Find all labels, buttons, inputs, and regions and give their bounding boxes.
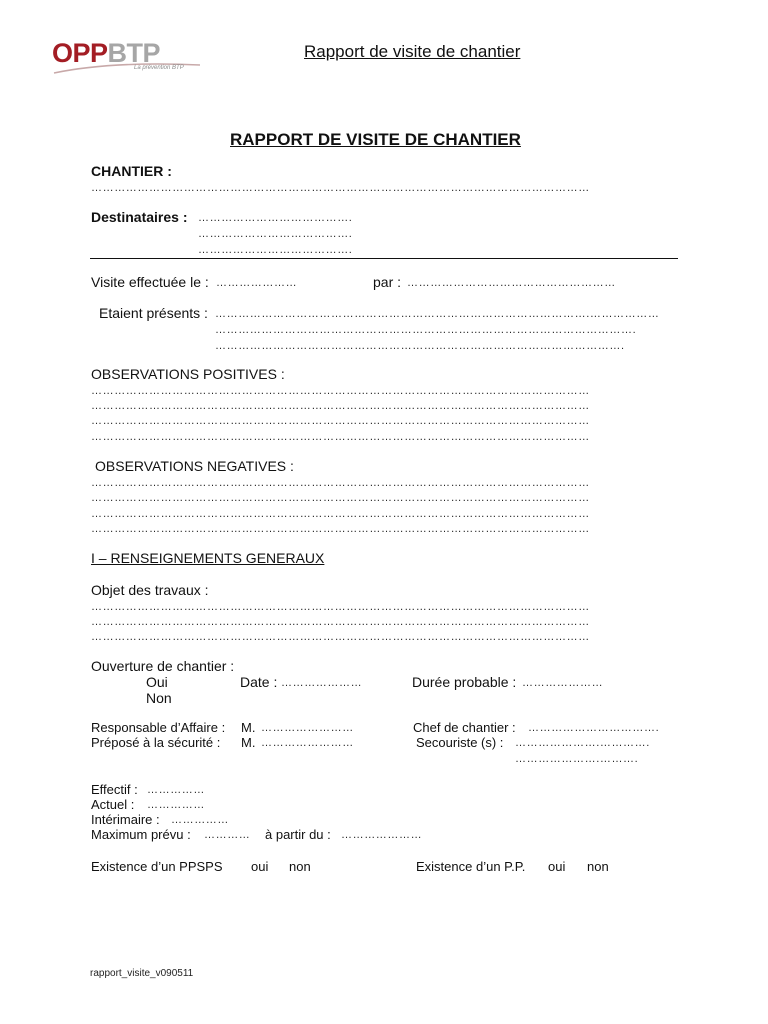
par-field[interactable]: ……………………………………………… bbox=[407, 277, 616, 289]
par-label: par : bbox=[373, 274, 402, 290]
interimaire-field[interactable]: …………… bbox=[171, 814, 229, 826]
ppsps-label: Existence d’un PPSPS bbox=[91, 859, 223, 874]
interimaire-label: Intérimaire : bbox=[91, 812, 160, 827]
presents-field-1[interactable]: …………………………………………………………………………………….……………… bbox=[215, 308, 660, 320]
obs-pos-label: OBSERVATIONS POSITIVES : bbox=[91, 366, 285, 382]
secouriste-field-2[interactable]: ………………….………. bbox=[515, 753, 639, 765]
destinataires-field-2[interactable]: …………………………………. bbox=[198, 228, 353, 240]
presents-field-3[interactable]: ……………………………………………………………………………………………. bbox=[215, 340, 625, 352]
apartir-field[interactable]: ………………… bbox=[341, 829, 423, 841]
objet-label: Objet des travaux : bbox=[91, 582, 209, 598]
objet-field-2[interactable]: ………………………………………………………………………………………………………………… bbox=[91, 616, 590, 628]
visite-label: Visite effectuée le : bbox=[91, 274, 209, 290]
chantier-field[interactable]: ………………………………………………………………………………………………………………… bbox=[91, 182, 590, 194]
effectif-label: Effectif : bbox=[91, 782, 138, 797]
duree-label: Durée probable : bbox=[412, 674, 517, 690]
pp-oui[interactable]: oui bbox=[548, 859, 566, 874]
objet-field-3[interactable]: ………………………………………………………………………………………………………………… bbox=[91, 631, 590, 643]
logo-wordmark: OPPBTP bbox=[52, 38, 161, 68]
ouverture-non[interactable]: Non bbox=[146, 690, 172, 706]
obs-pos-field-2[interactable]: ………………………………………………………………………………………………………………… bbox=[91, 400, 590, 412]
presents-field-2[interactable]: ………………………………………………………………………………………………. bbox=[215, 324, 637, 336]
chef-label: Chef de chantier : bbox=[413, 720, 516, 735]
actuel-field[interactable]: …………… bbox=[147, 799, 205, 811]
chantier-label: CHANTIER : bbox=[91, 163, 172, 179]
responsable-field[interactable]: …………………… bbox=[261, 722, 354, 734]
obs-neg-field-4[interactable]: ………………………………………………………………………………………………………………… bbox=[91, 523, 590, 535]
section-renseignements-title: I – RENSEIGNEMENTS GENERAUX bbox=[91, 550, 325, 566]
destinataires-field-1[interactable]: …………………………………. bbox=[198, 212, 353, 224]
prepose-label: Préposé à la sécurité : bbox=[91, 735, 221, 750]
maximum-field[interactable]: ………… bbox=[204, 829, 251, 841]
obs-neg-field-1[interactable]: ………………………………………………………………………………………………………………… bbox=[91, 477, 590, 489]
oppbtp-logo bbox=[52, 38, 202, 78]
destinataires-field-3[interactable]: …………………………………. bbox=[198, 244, 353, 256]
responsable-label: Responsable d’Affaire : bbox=[91, 720, 226, 735]
effectif-field[interactable]: …………… bbox=[147, 784, 205, 796]
document-title: RAPPORT DE VISITE DE CHANTIER bbox=[230, 130, 521, 149]
chef-field[interactable]: ……………………………. bbox=[528, 722, 660, 734]
ouverture-date-field[interactable]: ………………… bbox=[281, 677, 363, 689]
visite-date-field[interactable]: ………………… bbox=[216, 277, 298, 289]
obs-pos-field-1[interactable]: ………………………………………………………………………………………………………………… bbox=[91, 385, 590, 397]
secouriste-field-1[interactable]: ………………….…………. bbox=[515, 737, 650, 749]
footer-reference: rapport_visite_v090511 bbox=[90, 968, 194, 979]
prepose-field[interactable]: …………………… bbox=[261, 737, 354, 749]
logo-tagline: La prévention BTP bbox=[134, 65, 184, 71]
obs-neg-field-3[interactable]: ………………………………………………………………………………………………………………… bbox=[91, 508, 590, 520]
pp-label: Existence d’un P.P. bbox=[416, 859, 526, 874]
responsable-prefix: M. bbox=[241, 720, 256, 735]
pp-non[interactable]: non bbox=[587, 859, 609, 874]
maximum-label: Maximum prévu : bbox=[91, 827, 191, 842]
ppsps-oui[interactable]: oui bbox=[251, 859, 269, 874]
prepose-prefix: M. bbox=[241, 735, 256, 750]
header-title: Rapport de visite de chantier bbox=[304, 42, 521, 61]
ouverture-date-label: Date : bbox=[240, 674, 278, 690]
secouriste-label: Secouriste (s) : bbox=[416, 735, 504, 750]
obs-neg-label: OBSERVATIONS NEGATIVES : bbox=[95, 458, 294, 474]
actuel-label: Actuel : bbox=[91, 797, 135, 812]
ouverture-oui[interactable]: Oui bbox=[146, 674, 168, 690]
apartir-label: à partir du : bbox=[265, 827, 331, 842]
duree-field[interactable]: ………………… bbox=[522, 677, 604, 689]
objet-field-1[interactable]: ………………………………………………………………………………………………………………… bbox=[91, 601, 590, 613]
obs-pos-field-4[interactable]: ………………………………………………………………………………………………………………… bbox=[91, 431, 590, 443]
destinataires-label: Destinataires : bbox=[91, 209, 188, 225]
presents-label: Etaient présents : bbox=[99, 305, 208, 321]
obs-pos-field-3[interactable]: ………………………………………………………………………………………………………………… bbox=[91, 415, 590, 427]
ppsps-non[interactable]: non bbox=[289, 859, 311, 874]
separator-line bbox=[90, 258, 678, 259]
obs-neg-field-2[interactable]: ………………………………………………………………………………………………………………… bbox=[91, 492, 590, 504]
ouverture-label: Ouverture de chantier : bbox=[91, 658, 235, 674]
